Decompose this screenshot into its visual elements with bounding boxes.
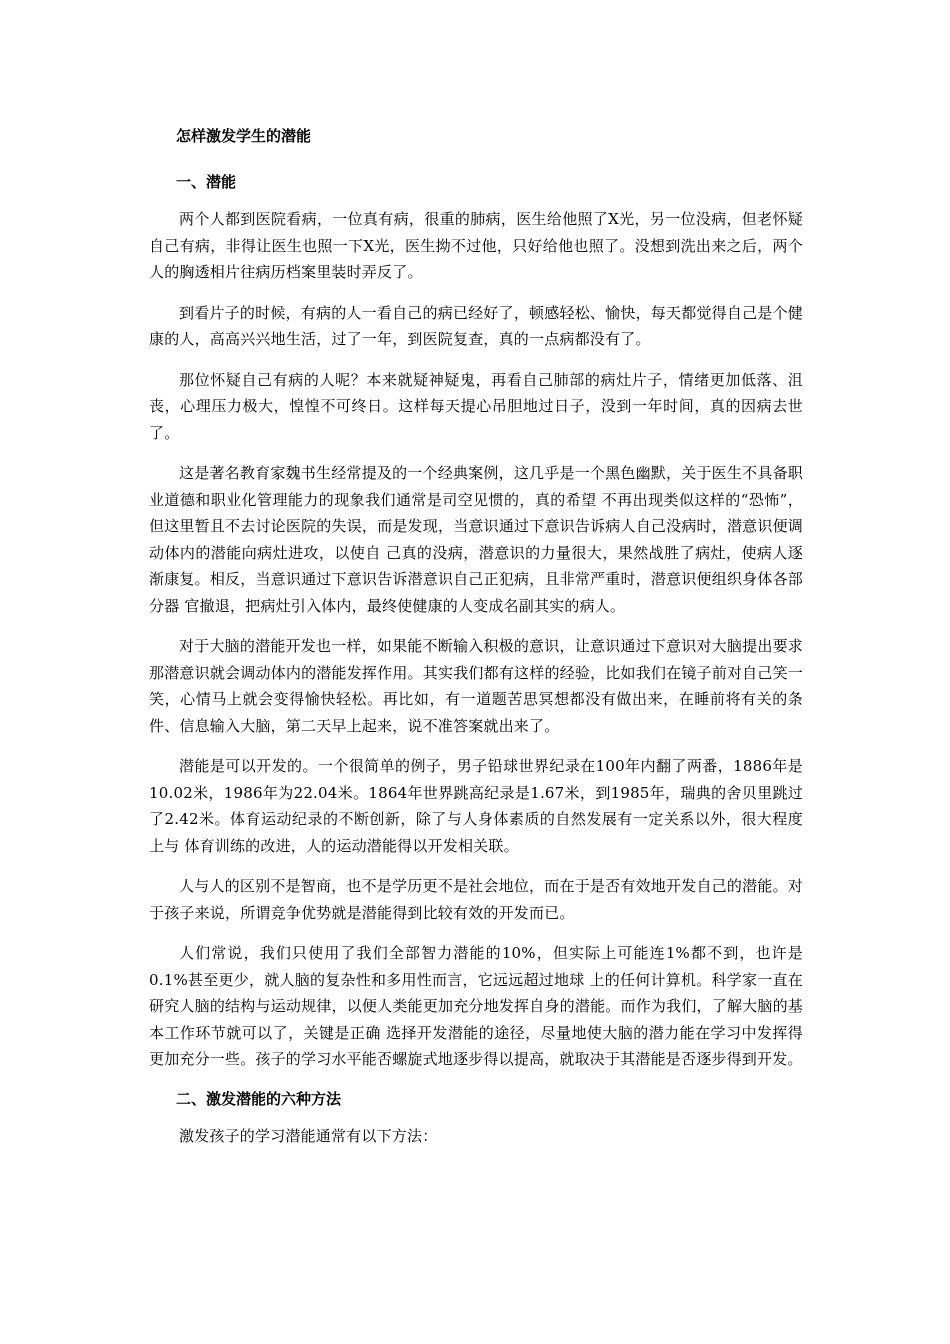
paragraph: 两个人都到医院看病，一位真有病，很重的肺病，医生给他照了X光，另一位没病，但老怀疑自己有病，非得让医生也照一下X光，医生拗不过他，只好给他也照了。没想到洗出来之后，两个人的胸透相片往病历档案里装时弄反了。: [149, 210, 803, 281]
document-title: 怎样激发学生的潜能: [176, 127, 312, 145]
paragraph: 人们常说，我们只使用了我们全部智力潜能的10%，但实际上可能连1%都不到，也许是0.1%甚至更少，就人脑的复杂性和多用性而言，它远远超过地球 上的任何计算机。科学家一直在研究人脑的结构与运动规律，以便人类能更加充分地发挥自身的潜能。而作为我们，了解大脑的基本工作环节就可以了，关键是正确 选择开发潜能的途径，尽量地使大脑的潜力能在学习中发挥得更加充分一些。孩子的学习水平能否螺旋式地逐步得以提高，就取决于其潜能是否逐步得到开发。: [149, 944, 803, 1068]
paragraph: 人与人的区别不是智商，也不是学历更不是社会地位，而在于是否有效地开发自己的潜能。对于孩子来说，所谓竞争优势就是潜能得到比较有效的开发而已。: [149, 877, 803, 922]
paragraph: 潜能是可以开发的。一个很简单的例子，男子铅球世界纪录在100年内翻了两番，1886年是10.02米，1986年为22.04米。1864年世界跳高纪录是1.67米，到1985年，瑞典的舍贝里跳过了2.42米。体育运动纪录的不断创新，除了与人身体素质的自然发展有一定关系以外，很大程度上与 体育训练的改进，人的运动潜能得以开发相关联。: [149, 757, 803, 855]
section-heading-six-methods: 二、激发潜能的六种方法: [176, 1089, 342, 1108]
section-heading-potential: 一、潜能: [176, 173, 237, 191]
document-body: [149, 124, 803, 1163]
paragraph: 激发孩子的学习潜能通常有以下方法：: [179, 1126, 438, 1145]
paragraph: 那位怀疑自己有病的人呢？本来就疑神疑鬼，再看自己肺部的病灶片子，情绪更加低落、沮丧，心理压力极大，惶惶不可终日。这样每天提心吊胆地过日子，没到一年时间，真的因病去世了。: [149, 370, 803, 442]
paragraph: 到看片子的时候，有病的人一看自己的病已经好了，顿感轻松、愉快，每天都觉得自己是个健康的人，高高兴兴地生活，过了一年，到医院复查，真的一点病都没有了。: [149, 303, 803, 348]
paragraph: 对于大脑的潜能开发也一样，如果能不断输入积极的意识，让意识通过下意识对大脑提出要求那潜意识就会调动体内的潜能发挥作用。其实我们都有这样的经验，比如我们在镜子前对自己笑一笑，心情马上就会变得愉快轻松。再比如，有一道题苦思冥想都没有做出来，在睡前将有关的条件、信息输入大脑，第二天早上起来，说不准答案就出来了。: [149, 637, 803, 735]
paragraph: 这是著名教育家魏书生经常提及的一个经典案例，这几乎是一个黑色幽默，关于医生不具备职业道德和职业化管理能力的现象我们通常是司空见惯的，真的希望 不再出现类似这样的“恐怖”，但这里暂且不去讨论医院的失误，而是发现，当意识通过下意识告诉病人自己没病时，潜意识便调动体内的潜能向病灶进攻，以使自 己真的没病，潜意识的力量很大，果然战胜了病灶，使病人逐渐康复。相反，当意识通过下意识告诉潜意识自己正犯病，且非常严重时，潜意识便组织身体各部分器 官撤退，把病灶引入体内，最终使健康的人变成名副其实的病人。: [149, 464, 803, 615]
